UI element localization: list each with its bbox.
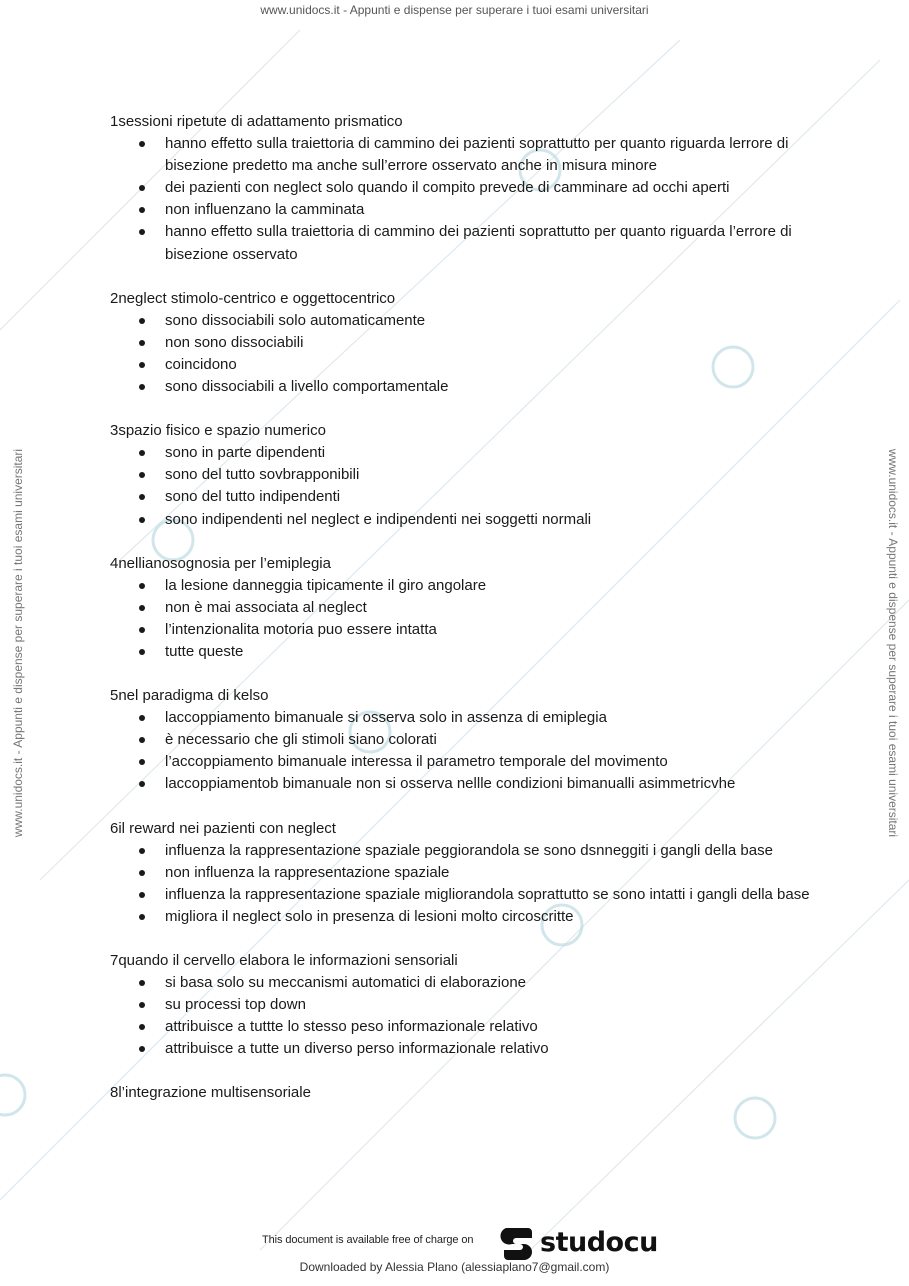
question-title: 4nellianosognosia per l’emiplegia: [110, 554, 331, 572]
question-title: 3spazio fisico e spazio numerico: [110, 422, 326, 440]
option-item: hanno effetto sulla traiettoria di cammino dei pazienti soprattutto per quanto riguarda l’errore di bisezione osservato: [165, 221, 830, 265]
option-item: attribuisce a tuttte lo stesso peso informazionale relativo: [165, 1016, 830, 1038]
option-item: non sono dissociabili: [165, 332, 830, 354]
option-item: sono in parte dipendenti: [165, 442, 830, 464]
question-title: 2neglect stimolo-centrico e oggettocentrico: [110, 289, 396, 307]
option-item: sono dissociabili solo automaticamente: [165, 310, 830, 332]
question-6: [110, 818, 830, 928]
option-item: la lesione danneggia tipicamente il giro angolare: [165, 575, 830, 597]
studocu-brand-name: studocu: [540, 1226, 658, 1258]
question-title: 7quando il cervello elabora le informazioni sensoriali: [110, 952, 458, 969]
option-item: sono dissociabili a livello comportamentale: [165, 376, 830, 398]
option-item: coincidono: [165, 354, 830, 376]
question-title: 6il reward nei pazienti con neglect: [110, 819, 336, 837]
question-1: [110, 111, 830, 266]
option-item: influenza la rappresentazione spaziale peggiorandola se sono dsnneggiti i gangli della base: [165, 840, 830, 862]
watermark-right: www.unidocs.it - Appunti e dispense per superare i tuoi esami universitari: [886, 448, 900, 838]
option-item: dei pazienti con neglect solo quando il compito prevede di camminare ad occhi aperti: [165, 177, 830, 199]
availability-text: This document is available free of charge on: [262, 1234, 474, 1246]
option-item: attribuisce a tutte un diverso perso informazionale relativo: [165, 1038, 830, 1060]
option-item: migliora il neglect solo in presenza di lesioni molto circoscritte: [165, 906, 830, 928]
option-item: laccoppiamentob bimanuale non si osserva nellle condizioni bimanualli asimmetricvhe: [165, 773, 830, 795]
option-item: su processi top down: [165, 994, 830, 1016]
option-list: [110, 442, 830, 530]
option-item: l’accoppiamento bimanuale interessa il parametro temporale del movimento: [165, 751, 830, 773]
option-list: [110, 575, 830, 663]
watermark-top: www.unidocs.it - Appunti e dispense per superare i tuoi esami universitari: [260, 3, 649, 17]
option-item: laccoppiamento bimanuale si osserva solo in assenza di emiplegia: [165, 707, 830, 729]
studocu-logo-icon: [500, 1224, 536, 1260]
question-2: [110, 288, 830, 398]
option-list: [110, 310, 830, 398]
question-title: 1sessioni ripetute di adattamento prismatico: [110, 113, 403, 130]
option-item: l’intenzionalita motoria puo essere intatta: [165, 619, 830, 641]
question-title: 5nel paradigma di kelso: [110, 687, 269, 705]
question-3: [110, 420, 830, 530]
option-item: sono indipendenti nel neglect e indipendenti nei soggetti normali: [165, 509, 830, 531]
studocu-brand-link[interactable]: [500, 1222, 658, 1262]
option-item: non influenza la rappresentazione spaziale: [165, 862, 830, 884]
question-5: [110, 685, 830, 795]
downloaded-by-text: Downloaded by Alessia Plano (alessiaplano7@gmail.com): [299, 1260, 610, 1274]
quiz-content: [110, 111, 830, 1105]
option-item: non influenzano la camminata: [165, 199, 830, 221]
watermark-left: www.unidocs.it - Appunti e dispense per superare i tuoi esami universitari: [11, 448, 25, 838]
option-item: influenza la rappresentazione spaziale migliorandola soprattutto se sono intatti i gangli della base: [165, 884, 830, 906]
option-list: [110, 707, 830, 795]
question-7: [110, 950, 830, 1060]
option-item: si basa solo su meccanismi automatici di elaborazione: [165, 972, 830, 994]
option-item: sono del tutto indipendenti: [165, 486, 830, 508]
question-8: [110, 1082, 830, 1104]
option-item: è necessario che gli stimoli siano colorati: [165, 729, 830, 751]
option-list: [110, 972, 830, 1060]
option-item: sono del tutto sovbrapponibili: [165, 464, 830, 486]
question-title: 8l’integrazione multisensoriale: [110, 1084, 311, 1102]
option-list: [110, 840, 830, 928]
option-item: hanno effetto sulla traiettoria di cammino dei pazienti soprattutto per quanto riguarda lerrore di bisezione predetto ma anche sull’errore osservato anche in misura minore: [165, 133, 830, 177]
option-item: non è mai associata al neglect: [165, 597, 830, 619]
option-item: tutte queste: [165, 641, 830, 663]
question-4: [110, 553, 830, 663]
option-list: [110, 133, 830, 266]
